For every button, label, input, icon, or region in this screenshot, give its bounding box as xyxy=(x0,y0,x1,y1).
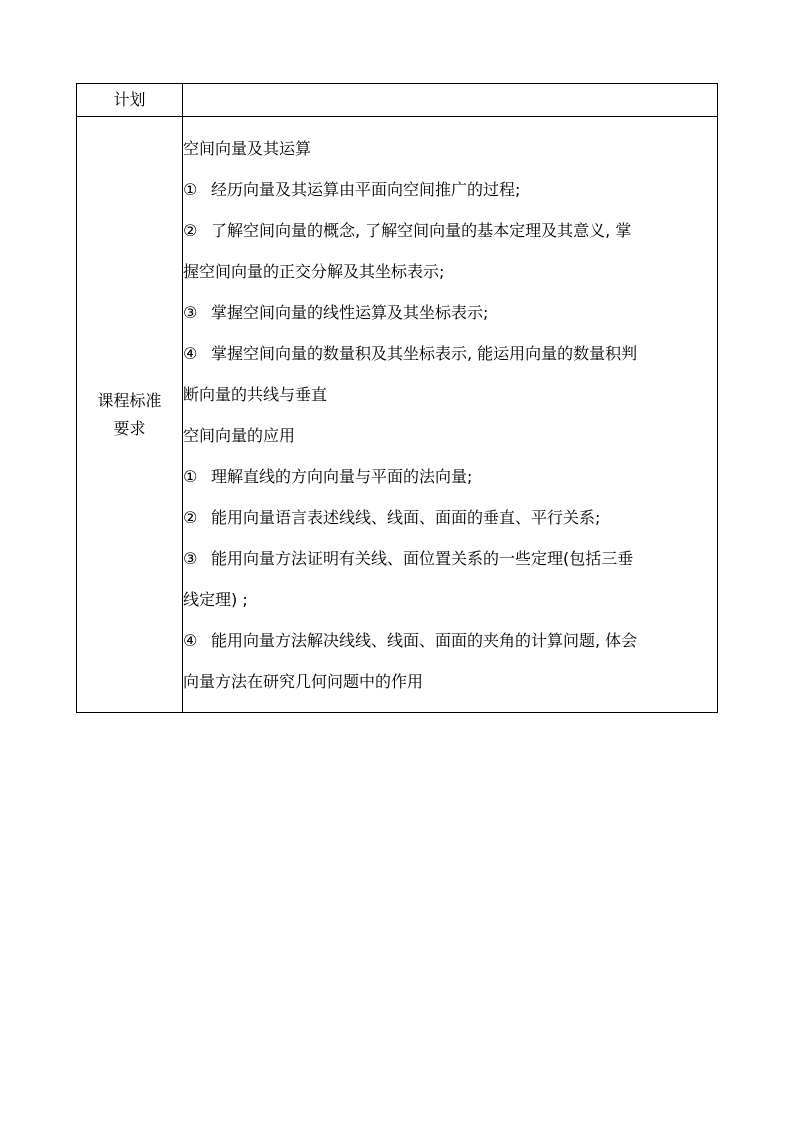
item-text: 能用向量方法解决线线、线面、面面的夹角的计算问题, 体会 xyxy=(211,630,638,650)
item-number: ③ xyxy=(183,302,198,322)
section2-item4 xyxy=(183,620,717,661)
section1-item2-cont: 握空间向量的正交分解及其坐标表示; xyxy=(183,261,445,281)
section1-heading: 空间向量及其运算 xyxy=(183,138,312,158)
item-number: ① xyxy=(183,179,198,199)
section2-item1 xyxy=(183,456,717,497)
item-number: ④ xyxy=(183,343,198,363)
section1-item4-cont: 断向量的共线与垂直 xyxy=(183,384,328,404)
item-number: ③ xyxy=(183,548,198,568)
item-text: 了解空间向量的概念, 了解空间向量的基本定理及其意义, 掌 xyxy=(211,220,632,240)
standards-label-line2: 要求 xyxy=(113,418,146,438)
item-number: ② xyxy=(183,220,198,240)
standards-row xyxy=(77,117,718,713)
plan-value xyxy=(183,84,718,117)
section2-item3-cont: 线定理) ; xyxy=(183,589,248,609)
section1-item3 xyxy=(183,292,717,333)
section2-item3 xyxy=(183,538,717,579)
section2-heading: 空间向量的应用 xyxy=(183,425,296,445)
item-number: ② xyxy=(183,507,198,527)
item-number: ④ xyxy=(183,630,198,650)
standards-label-line1: 课程标准 xyxy=(97,390,162,410)
standards-label xyxy=(77,117,183,713)
item-text: 经历向量及其运算由平面向空间推广的过程; xyxy=(211,179,521,199)
item-text: 能用向量语言表述线线、线面、面面的垂直、平行关系; xyxy=(211,507,601,527)
section1-item2 xyxy=(183,210,717,251)
section2-item4-cont: 向量方法在研究几何问题中的作用 xyxy=(183,671,424,691)
standards-content xyxy=(183,117,718,713)
plan-label: 计划 xyxy=(77,84,183,117)
plan-table xyxy=(76,83,718,713)
item-text: 能用向量方法证明有关线、面位置关系的一些定理(包括三垂 xyxy=(211,548,634,568)
section1-item1 xyxy=(183,169,717,210)
section2-item2 xyxy=(183,497,717,538)
item-text: 理解直线的方向向量与平面的法向量; xyxy=(211,466,473,486)
item-text: 掌握空间向量的线性运算及其坐标表示; xyxy=(211,302,489,322)
item-text: 掌握空间向量的数量积及其坐标表示, 能运用向量的数量积判 xyxy=(211,343,638,363)
item-number: ① xyxy=(183,466,198,486)
plan-row xyxy=(77,84,718,117)
section1-item4 xyxy=(183,333,717,374)
